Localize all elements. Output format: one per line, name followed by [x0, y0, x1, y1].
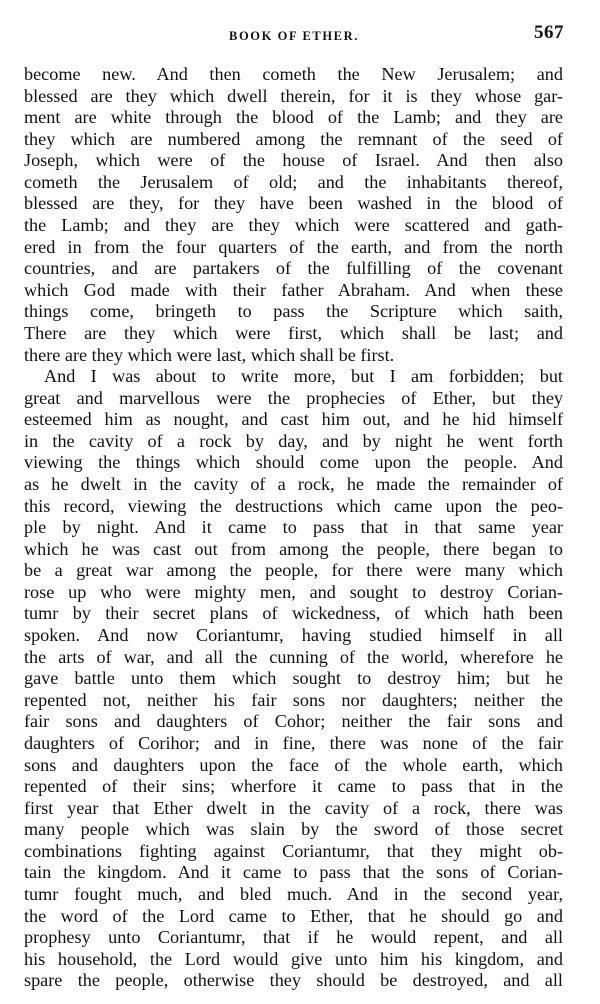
- text-line: tain the kingdom. And it came to pass that the sons of Corian-: [24, 862, 563, 883]
- text-line: first year that Ether dwelt in the cavity of a rock, there was: [24, 797, 563, 818]
- running-title: BOOK OF ETHER.: [229, 29, 359, 43]
- text-line: the Lamb; and they are they which were scattered and gath-: [24, 215, 563, 236]
- text-line: daughters of Corihor; and in fine, there was none of the fair: [24, 732, 563, 753]
- text-line: tumr fought much, and bled much. And in the second year,: [24, 883, 563, 904]
- text-line: become new. And then cometh the New Jerusalem; and: [24, 64, 563, 84]
- text-line: his household, the Lord would give unto him his kingdom, and: [24, 948, 563, 969]
- text-line: they which are numbered among the remnant of the seed of: [24, 128, 563, 149]
- text-line: the word of the Lord came to Ether, that he should go and: [24, 905, 563, 926]
- paragraph-end-line: there are they which were last, which shall be first.: [24, 344, 395, 365]
- text-line: repented of their sins; wherfore it came to pass that in the: [24, 776, 563, 797]
- text-line: spare the people, otherwise they should be destroyed, and all: [24, 970, 563, 991]
- text-line: ment are white through the blood of the Lamb; and they are: [24, 107, 563, 128]
- text-line: prophesy unto Coriantumr, that if he would repent, and all: [24, 927, 563, 948]
- text-line: blessed are they, for they have been washed in the blood of: [24, 193, 563, 214]
- text-line: this record, viewing the destructions which came upon the peo-: [24, 495, 563, 516]
- text-line: fair sons and daughters of Cohor; neither the fair sons and: [24, 711, 563, 732]
- text-line: rose up who were mighty men, and sought to destroy Corian-: [24, 581, 563, 602]
- text-line: ered in from the four quarters of the earth, and from the north: [24, 236, 563, 257]
- text-line: blessed are they which dwell therein, for it is they whose gar-: [24, 85, 563, 106]
- text-line: Joseph, which were of the house of Israel. And then also: [24, 150, 563, 171]
- text-line: repented not, neither his fair sons nor daughters; neither the: [24, 689, 563, 710]
- body-text: [24, 64, 563, 992]
- page-number: 567: [534, 22, 564, 43]
- text-line: tumr by their secret plans of wickedness, of which hath been: [24, 603, 563, 624]
- text-line: which God made with their father Abraham. And when these: [24, 279, 563, 300]
- text-line: cometh the Jerusalem of old; and the inhabitants thereof,: [24, 171, 563, 192]
- text-line: great and marvellous were the prophecies of Ether, but they: [24, 387, 563, 408]
- text-line: which he was cast out from among the people, there began to: [24, 538, 563, 559]
- paragraph-start-line: And I was about to write more, but I am forbidden; but: [44, 366, 563, 387]
- text-line: viewing the things which should come upon the people. And: [24, 452, 563, 473]
- text-line: many people which was slain by the sword of those secret: [24, 819, 563, 840]
- text-line: There are they which were first, which shall be last; and: [24, 322, 563, 343]
- text-line: combinations fighting against Coriantumr, that they might ob-: [24, 840, 563, 861]
- text-line: sons and daughters upon the face of the whole earth, which: [24, 754, 563, 775]
- text-line: in the cavity of a rock by day, and by night he went forth: [24, 430, 563, 451]
- text-line: ple by night. And it came to pass that in that same year: [24, 517, 563, 538]
- running-head: [24, 20, 564, 44]
- text-line: be a great war among the people, for there were many which: [24, 560, 563, 581]
- text-line: things come, bringeth to pass the Scripture which saith,: [24, 301, 563, 322]
- text-line: gave battle unto them which sought to destroy him; but he: [24, 668, 563, 689]
- text-line: spoken. And now Coriantumr, having studied himself in all: [24, 625, 563, 646]
- text-line: countries, and are partakers of the fulfilling of the covenant: [24, 258, 563, 279]
- text-line: esteemed him as nought, and cast him out, and he hid himself: [24, 409, 563, 430]
- text-line: as he dwelt in the cavity of a rock, he made the remainder of: [24, 473, 563, 494]
- text-line: the arts of war, and all the cunning of the world, wherefore he: [24, 646, 563, 667]
